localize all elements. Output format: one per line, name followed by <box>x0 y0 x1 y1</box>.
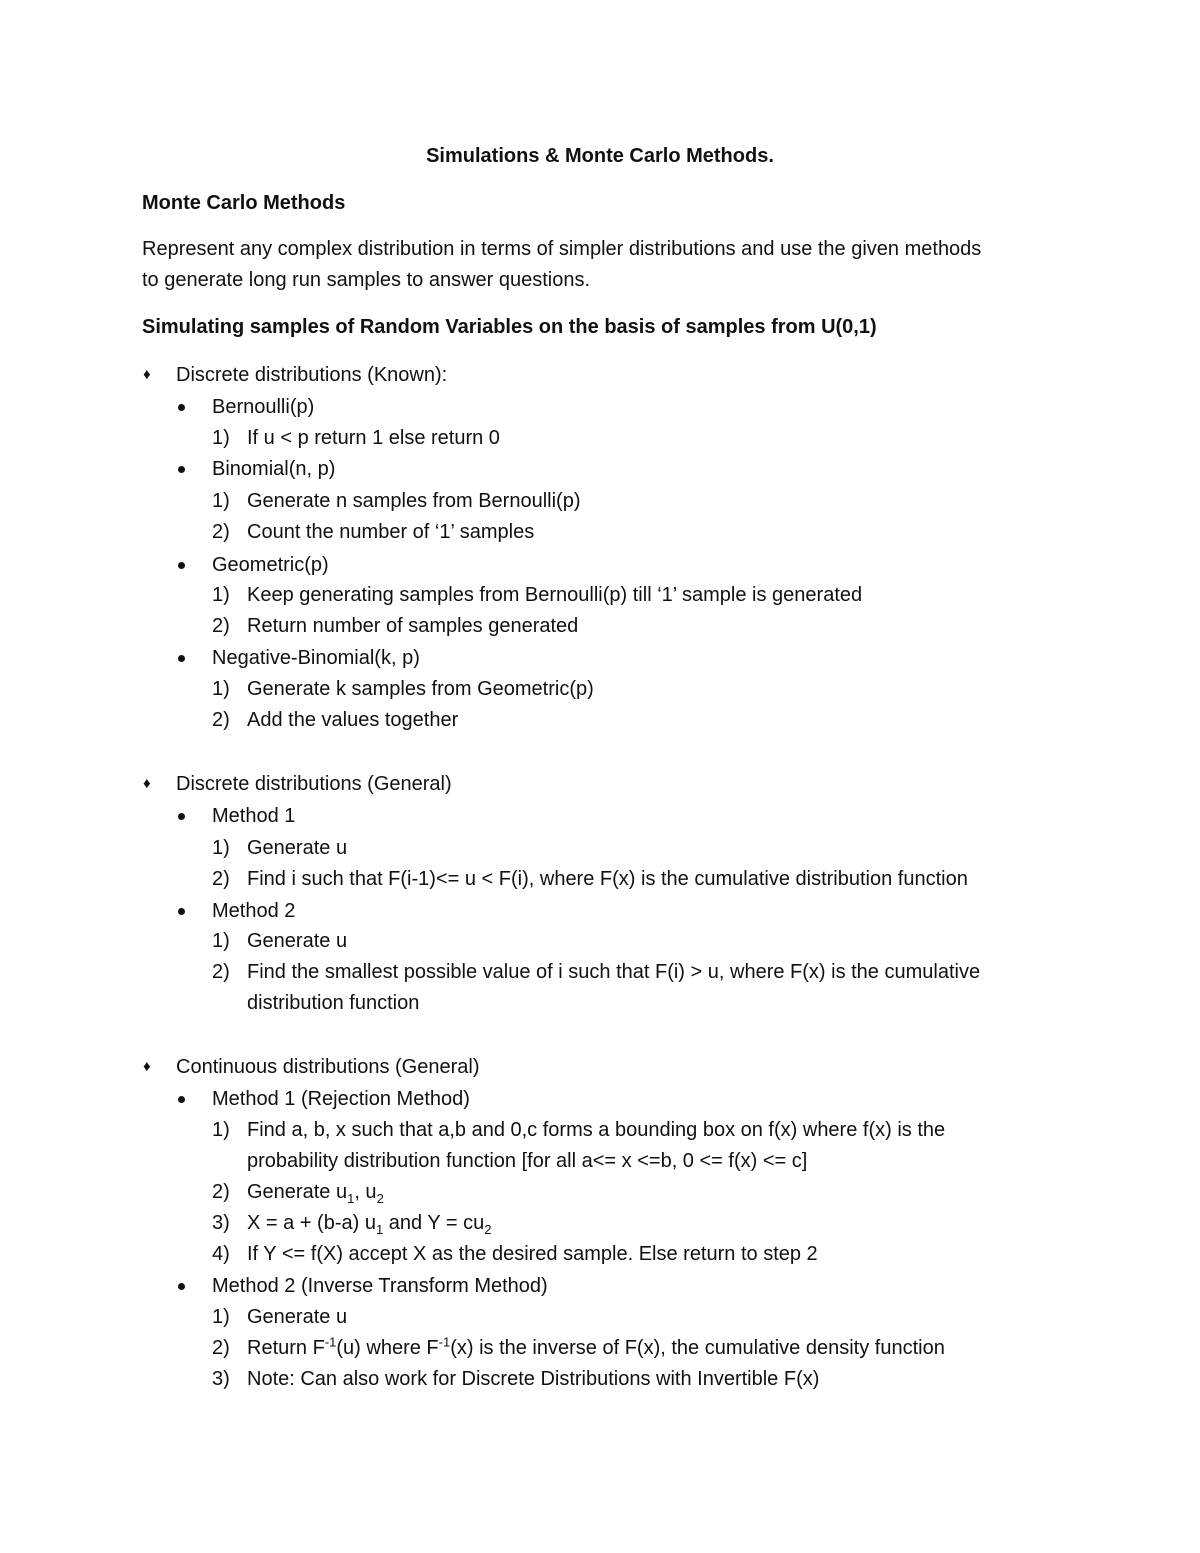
step-text: Add the values together <box>247 709 459 731</box>
step-text-continued: probability distribution function [for all a<= x <=b, 0 <= f(x) <= c] <box>247 1150 808 1172</box>
step-text: X = a + (b-a) $u_1$ and $Y = cu_2$ <box>247 1212 492 1237</box>
list-item: Bernoulli(p) <box>212 396 315 418</box>
bullet-dot-icon <box>178 562 185 569</box>
step-number: 4) <box>212 1243 230 1265</box>
step-text: Keep generating samples from Bernoulli(p) till ‘1’ sample is generated <box>247 584 863 606</box>
step-number: 1) <box>212 678 230 700</box>
step-text: Generate u <box>247 1306 348 1328</box>
subheading: Simulating samples of Random Variables on the basis of samples from U(0,1) <box>142 316 877 338</box>
intro-paragraph-line: Represent any complex distribution in terms of simpler distributions and use the given methods <box>142 238 982 260</box>
bullet-dot-icon <box>178 466 185 473</box>
intro-paragraph-line: to generate long run samples to answer questions. <box>142 269 591 291</box>
step-text: Return number of samples generated <box>247 615 579 637</box>
step-text: Generate u <box>247 837 348 859</box>
diamond-bullet-icon: ♦ <box>143 1058 151 1075</box>
step-text: Generate $u_1$, $u_2$ <box>247 1181 384 1206</box>
step-text: Count the number of ‘1’ samples <box>247 521 535 543</box>
bullet-dot-icon <box>178 813 185 820</box>
step-number: 2) <box>212 615 230 637</box>
step-number: 3) <box>212 1212 230 1234</box>
bullet-dot-icon <box>178 1096 185 1103</box>
step-number: 1) <box>212 1119 230 1141</box>
step-number: 2) <box>212 521 230 543</box>
list-item: Method 2 (Inverse Transform Method) <box>212 1275 548 1297</box>
step-number: 3) <box>212 1368 230 1390</box>
bullet-dot-icon <box>178 404 185 411</box>
step-text: Find the smallest possible value of i such that F(i) > u, where F(x) is the cumulative <box>247 961 981 983</box>
step-number: 1) <box>212 930 230 952</box>
step-number: 2) <box>212 868 230 890</box>
list-section-title: Continuous distributions (General) <box>176 1056 480 1078</box>
list-item: Binomial(n, p) <box>212 458 336 480</box>
list-section-title: Discrete distributions (General) <box>176 773 452 795</box>
document-title: Simulations & Monte Carlo Methods. <box>426 145 774 167</box>
diamond-bullet-icon: ♦ <box>143 366 151 383</box>
step-text: If Y <= f(X) accept X as the desired sample. Else return to step 2 <box>247 1243 818 1265</box>
list-item: Method 1 (Rejection Method) <box>212 1088 470 1110</box>
step-text: Return $F^{-1}(u)$ where $F^{-1}(x)$ is the inverse of F(x), the cumulative density function <box>247 1334 945 1359</box>
step-number: 1) <box>212 837 230 859</box>
list-section-title: Discrete distributions (Known): <box>176 364 448 386</box>
step-text: Find a, b, x such that a,b and 0,c forms a bounding box on f(x) where f(x) is the <box>247 1119 946 1141</box>
step-text-continued: distribution function <box>247 992 420 1014</box>
list-item: Method 2 <box>212 900 296 922</box>
bullet-dot-icon <box>178 655 185 662</box>
step-text: Generate n samples from Bernoulli(p) <box>247 490 581 512</box>
step-number: 1) <box>212 584 230 606</box>
bullet-dot-icon <box>178 1283 185 1290</box>
list-item: Negative-Binomial(k, p) <box>212 647 420 669</box>
step-number: 1) <box>212 1306 230 1328</box>
section-heading: Monte Carlo Methods <box>142 192 346 214</box>
step-number: 2) <box>212 709 230 731</box>
step-text: If u < p return 1 else return 0 <box>247 427 500 449</box>
step-number: 2) <box>212 1337 230 1359</box>
diamond-bullet-icon: ♦ <box>143 775 151 792</box>
step-number: 1) <box>212 427 230 449</box>
step-text: Generate k samples from Geometric(p) <box>247 678 594 700</box>
step-text: Generate u <box>247 930 348 952</box>
bullet-dot-icon <box>178 908 185 915</box>
step-number: 2) <box>212 1181 230 1203</box>
list-item: Geometric(p) <box>212 554 329 576</box>
step-number: 1) <box>212 490 230 512</box>
list-item: Method 1 <box>212 805 296 827</box>
step-text: Find i such that F(i-1)<= u < F(i), where F(x) is the cumulative distribution function <box>247 868 968 890</box>
step-number: 2) <box>212 961 230 983</box>
step-text: Note: Can also work for Discrete Distributions with Invertible F(x) <box>247 1368 820 1390</box>
